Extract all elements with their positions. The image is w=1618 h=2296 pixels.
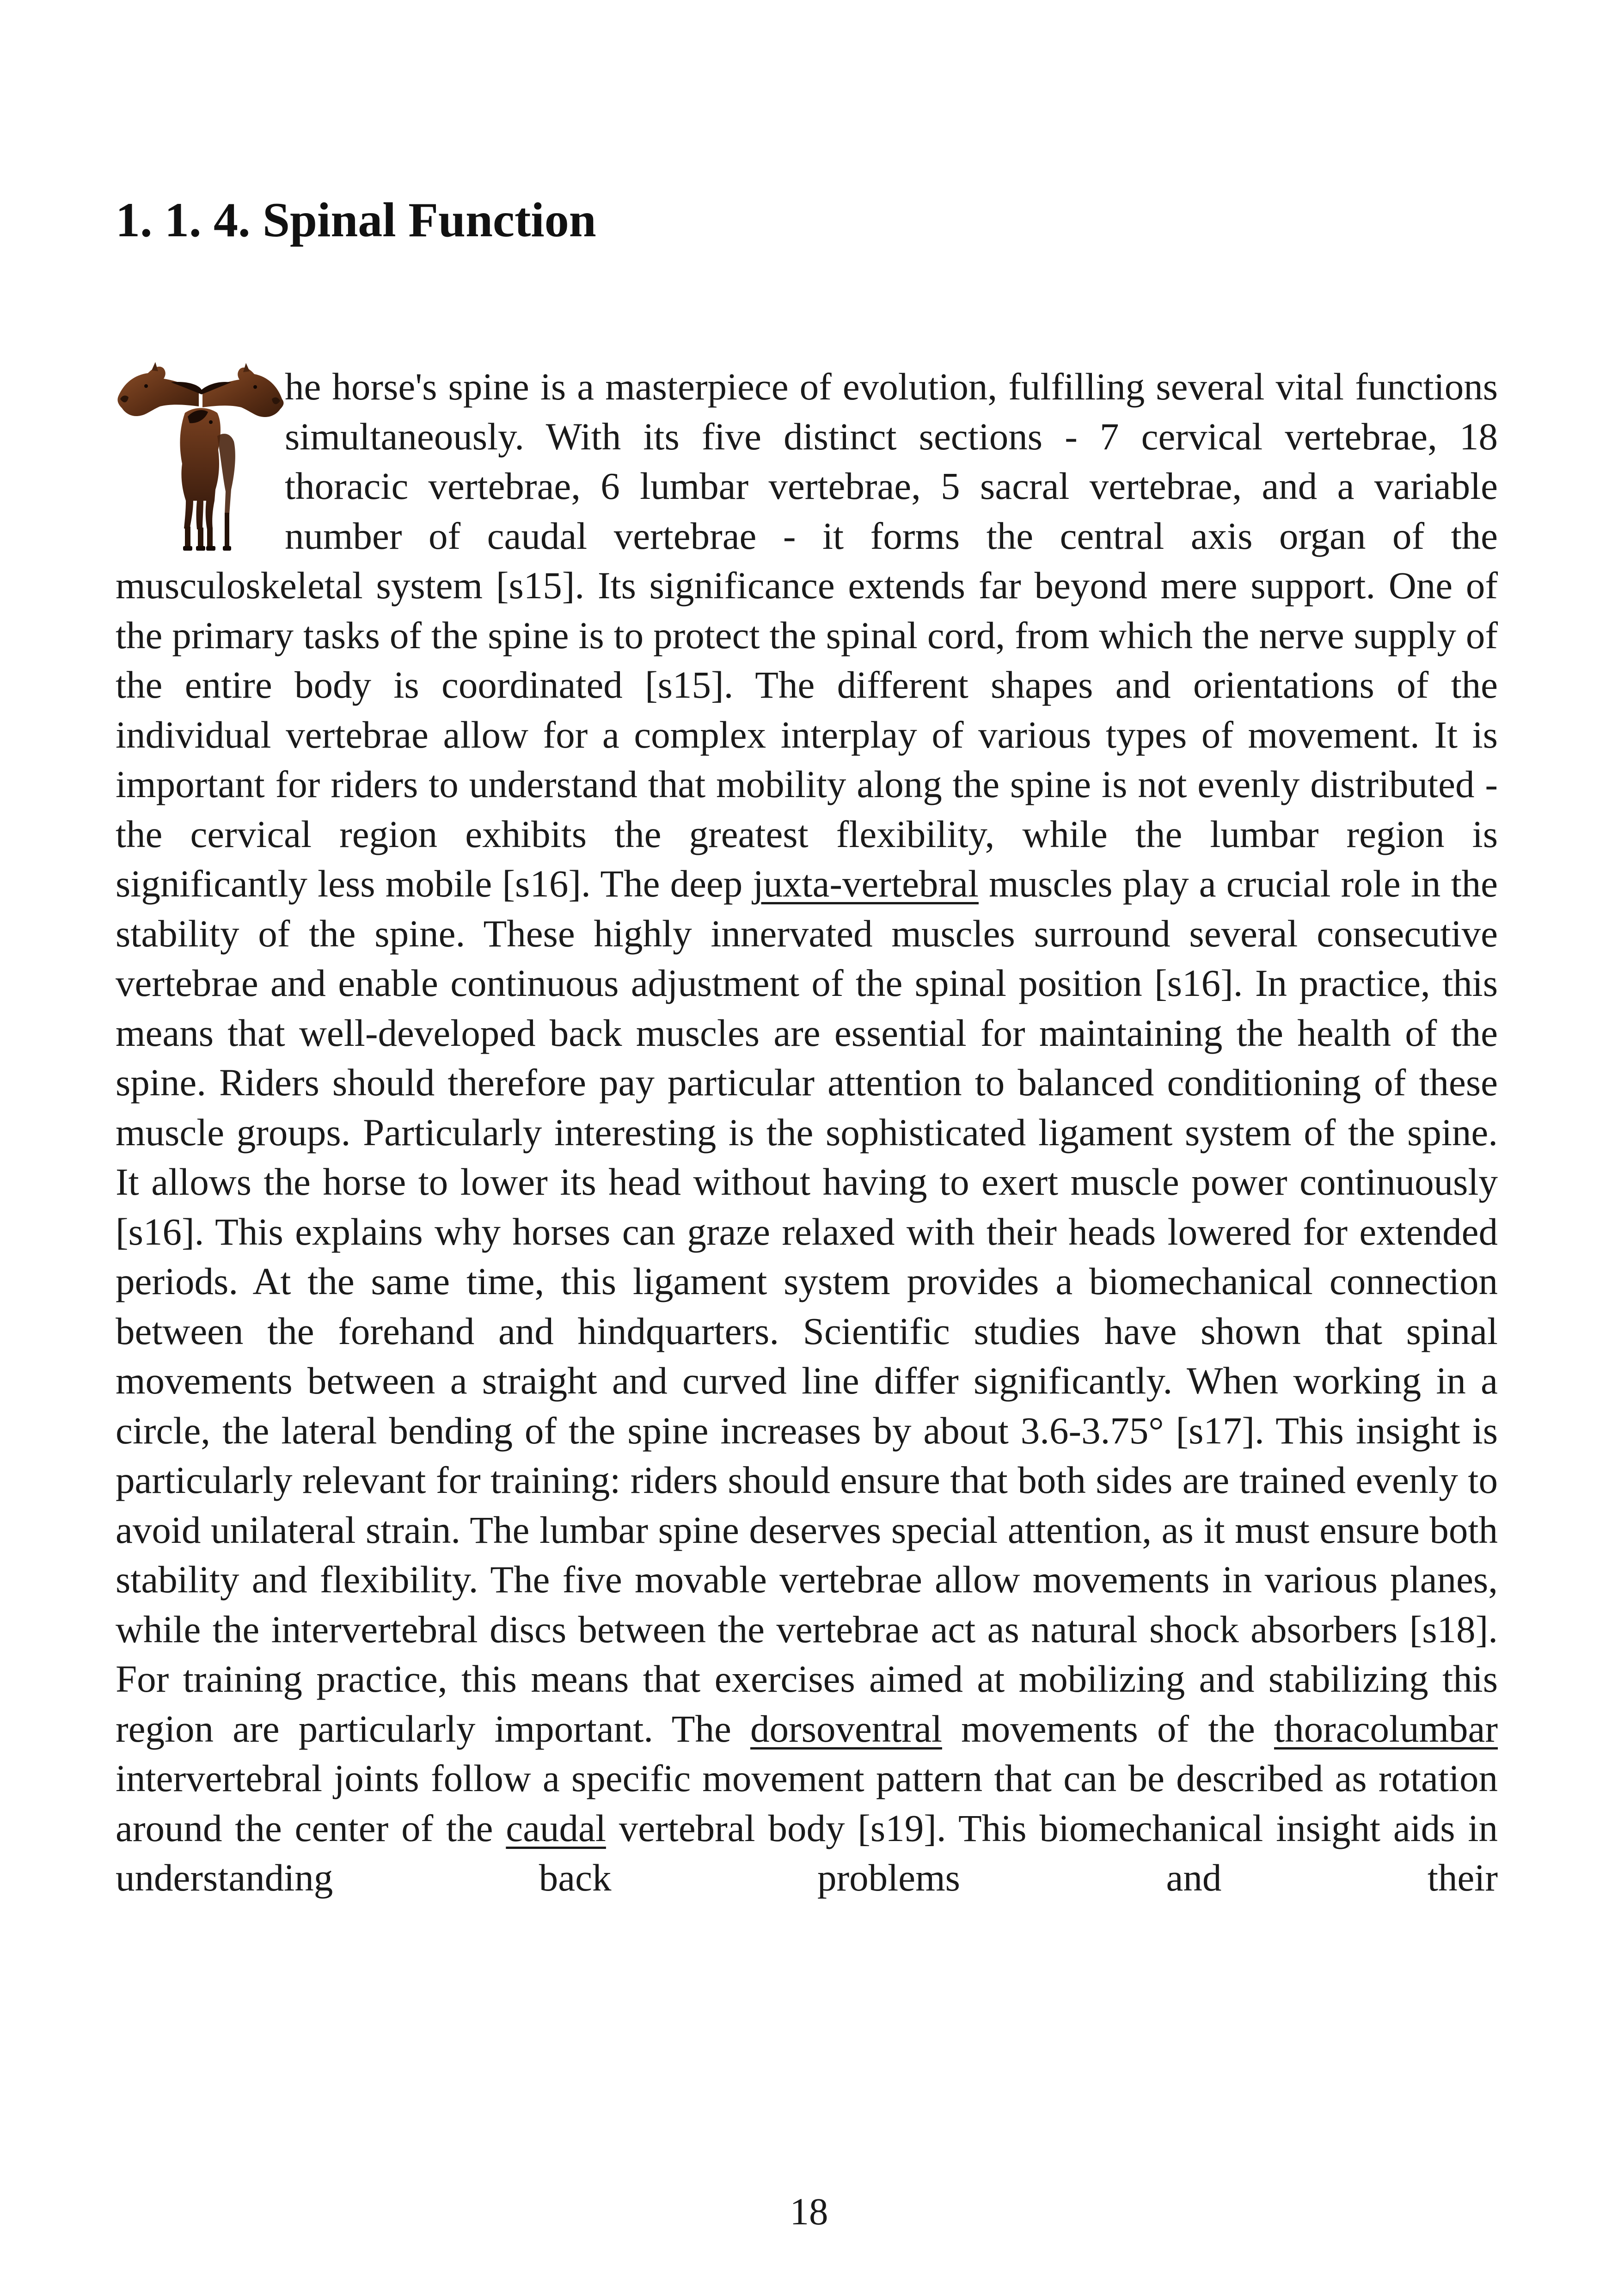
paragraph-text-2: muscles play a crucial role in the stability of the spine. These highly innervated muscles surround several consecutive vertebrae and enable continuous adjustment of the spinal position [s16]. In practice, this means that well-developed back muscles are essential for maintaining the health of the spine. Riders should therefore pay particular attention to balanced conditioning of these muscle groups. Particularly interesting is the sophisticated ligament system of the spine. It allows the horse to lower its head without having to exert muscle power continuously [s16]. This explains why horses can graze relaxed with their heads lowered for extended periods. At the same time, this ligament system provides a biomechanical connection between the forehand and hindquarters. Scientific studies have shown that spinal movements between a straight and curved line differ significantly. When working in a circle, the lateral bending of the spine increases by about 3.6-3.75° [s17]. This insight is particularly relevant for training: riders should ensure that both sides are trained evenly to avoid unilateral strain. The lumbar spine deserves special attention, as it must ensure both stability and flexibility. The five movable vertebrae allow movements in various planes, while the intervertebral discs between the vertebrae act as natural shock absorbers [s18]. For training practice, this means that exercises aimed at mobilizing and stabilizing this region are particularly important. The (116, 862, 1498, 1750)
term-thoracolumbar: thoracolumbar (1274, 1707, 1498, 1750)
term-dorsoventral: dorsoventral (750, 1707, 942, 1750)
term-juxta-vertebral: juxta-vertebral (753, 862, 979, 905)
body-paragraph (116, 362, 1498, 1903)
paragraph-text-3: movements of the (942, 1707, 1275, 1750)
page-number: 18 (790, 2190, 828, 2233)
paragraph-text-1: he horse's spine is a masterpiece of evolution, fulfilling several vital functions simultaneously. With its five distinct sections - 7 cervical vertebrae, 18 thoracic vertebrae, 6 lumbar vertebrae, 5 sacral vertebrae, and a variable number of caudal vertebrae - it forms the central axis organ of the musculoskeletal system [s15]. Its significance extends far beyond mere support. One of the primary tasks of the spine is to protect the spinal cord, from which the nerve supply of the entire body is coordinated [s15]. The different shapes and orientations of the individual vertebrae allow for a complex interplay of various types of movement. It is important for riders to understand that mobility along the spine is not evenly distributed - the cervical region exhibits the greatest flexibility, while the lumbar region is significantly less mobile [s16]. The deep (116, 365, 1498, 905)
horse-dropcap-illustration (116, 362, 285, 554)
section-title: 1. 1. 4. Spinal Function (116, 193, 596, 247)
horse-t-icon (116, 362, 285, 554)
paragraph-text-5: vertebral body [s19]. This biomechanical insight aids in understanding back problems and their (116, 1806, 1498, 1899)
term-caudal: caudal (506, 1806, 606, 1849)
paragraph-text-4: intervertebral joints follow a specific movement pattern that can be described as rotation around the center of the (116, 1757, 1498, 1849)
